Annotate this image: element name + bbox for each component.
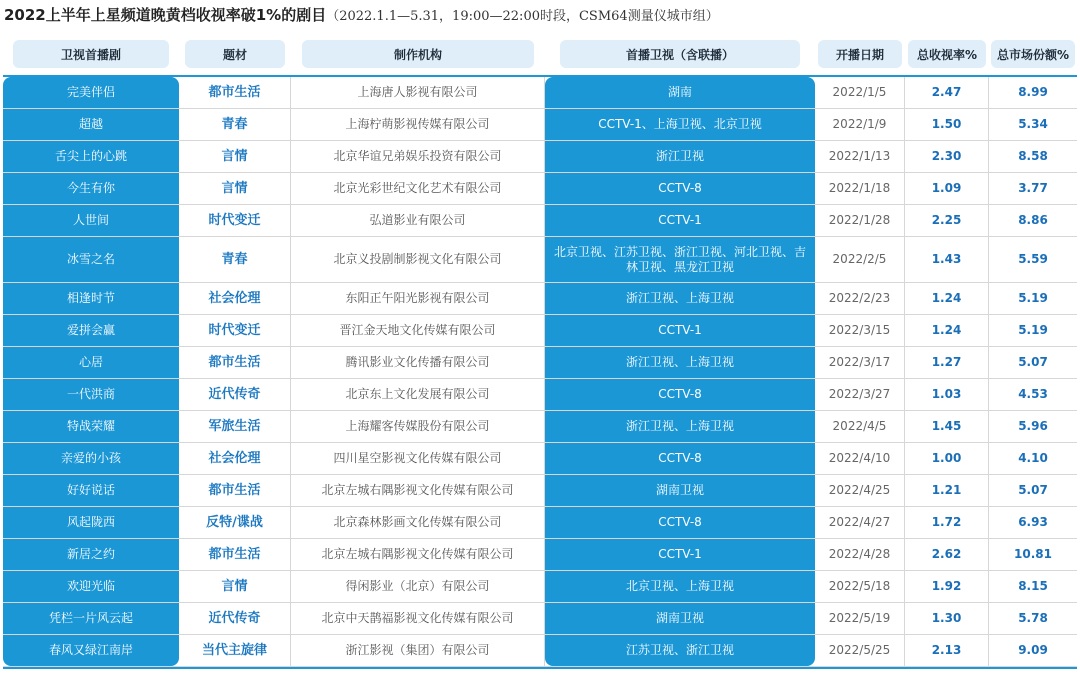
header-cell-rating	[905, 33, 989, 75]
title-text: 2022上半年上星频道晚黄档收视率破1%的剧目	[4, 6, 327, 24]
channels-cell: CCTV-8	[545, 379, 815, 410]
table-row	[3, 77, 1077, 109]
share-cell: 10.81	[1014, 547, 1052, 561]
table-row	[3, 283, 1077, 315]
drama-name-cell: 舌尖上的心跳	[3, 141, 179, 172]
theme-cell: 青春	[179, 109, 291, 140]
producer-cell: 北京东上文化发展有限公司	[291, 379, 545, 410]
date-cell: 2022/1/13	[815, 141, 905, 172]
title-subtitle: （2022.1.1—5.31，19:00—22:00时段，CSM64测量仪城市组）	[326, 9, 719, 24]
channels-cell: 北京卫视、上海卫视	[545, 571, 815, 602]
channels-cell: CCTV-8	[545, 173, 815, 204]
date-cell: 2022/3/17	[815, 347, 905, 378]
date-cell: 2022/1/5	[815, 77, 905, 108]
producer-cell: 北京光彩世纪文化艺术有限公司	[291, 173, 545, 204]
table-row	[3, 571, 1077, 603]
share-cell: 5.07	[1018, 483, 1048, 497]
drama-name-cell: 特战荣耀	[3, 411, 179, 442]
theme-cell: 时代变迁	[179, 315, 291, 346]
channels-cell: 江苏卫视、浙江卫视	[545, 635, 815, 666]
channels-cell: 湖南	[545, 77, 815, 108]
ratings-table	[3, 33, 1077, 669]
rating-cell: 1.50	[905, 109, 989, 140]
drama-name-cell: 风起陇西	[3, 507, 179, 538]
channels-cell: 湖南卫视	[545, 475, 815, 506]
drama-name-cell: 一代洪商	[3, 379, 179, 410]
table-row	[3, 411, 1077, 443]
rating-cell: 1.21	[905, 475, 989, 506]
rating-cell: 1.24	[905, 315, 989, 346]
theme-cell: 青春	[179, 237, 291, 282]
rating-cell: 2.25	[905, 205, 989, 236]
header-label-producer: 制作机构	[302, 40, 534, 68]
share-cell: 8.86	[1018, 213, 1048, 227]
drama-name-cell: 超越	[3, 109, 179, 140]
drama-name-cell: 凭栏一片风云起	[3, 603, 179, 634]
header-cell-theme	[179, 33, 291, 75]
rating-cell: 1.24	[905, 283, 989, 314]
table-row	[3, 379, 1077, 411]
producer-cell: 北京森林影画文化传媒有限公司	[291, 507, 545, 538]
header-label-rating: 总收视率%	[908, 40, 986, 68]
header-label-drama: 卫视首播剧	[13, 40, 169, 68]
table-row	[3, 475, 1077, 507]
rating-cell: 1.09	[905, 173, 989, 204]
table-row	[3, 141, 1077, 173]
channels-cell: CCTV-1	[545, 315, 815, 346]
drama-name-cell: 爱拼会赢	[3, 315, 179, 346]
table-bottom-rule	[3, 667, 1077, 669]
table-row	[3, 443, 1077, 475]
rating-cell: 1.00	[905, 443, 989, 474]
share-cell: 5.19	[1018, 291, 1048, 305]
rating-cell: 1.03	[905, 379, 989, 410]
table-row	[3, 109, 1077, 141]
producer-cell: 晋江金天地文化传媒有限公司	[291, 315, 545, 346]
channels-cell: 北京卫视、江苏卫视、浙江卫视、河北卫视、吉林卫视、黑龙江卫视	[545, 237, 815, 282]
table-row	[3, 173, 1077, 205]
date-cell: 2022/2/23	[815, 283, 905, 314]
share-cell: 4.10	[1018, 451, 1048, 465]
date-cell: 2022/5/25	[815, 635, 905, 666]
drama-name-cell: 心居	[3, 347, 179, 378]
producer-cell: 腾讯影业文化传播有限公司	[291, 347, 545, 378]
share-cell: 5.34	[1018, 117, 1048, 131]
date-cell: 2022/5/19	[815, 603, 905, 634]
date-cell: 2022/3/27	[815, 379, 905, 410]
theme-cell: 军旅生活	[179, 411, 291, 442]
producer-cell: 东阳正午阳光影视有限公司	[291, 283, 545, 314]
drama-name-cell: 亲爱的小孩	[3, 443, 179, 474]
share-cell: 5.59	[1018, 252, 1048, 266]
channels-cell: CCTV-1	[545, 539, 815, 570]
page-title	[4, 4, 1076, 26]
rating-cell: 2.62	[905, 539, 989, 570]
table-row	[3, 315, 1077, 347]
date-cell: 2022/4/5	[815, 411, 905, 442]
table-row	[3, 635, 1077, 667]
date-cell: 2022/4/27	[815, 507, 905, 538]
share-cell: 5.96	[1018, 419, 1048, 433]
table-row	[3, 205, 1077, 237]
table-body	[3, 77, 1077, 667]
rating-cell: 1.92	[905, 571, 989, 602]
theme-cell: 言情	[179, 571, 291, 602]
rating-cell: 1.72	[905, 507, 989, 538]
header-label-date: 开播日期	[818, 40, 902, 68]
header-cell-share	[989, 33, 1077, 75]
theme-cell: 近代传奇	[179, 379, 291, 410]
rating-cell: 2.47	[905, 77, 989, 108]
share-cell: 8.99	[1018, 85, 1048, 99]
share-cell: 3.77	[1018, 181, 1048, 195]
theme-cell: 时代变迁	[179, 205, 291, 236]
channels-cell: CCTV-1	[545, 205, 815, 236]
date-cell: 2022/4/25	[815, 475, 905, 506]
header-cell-drama	[3, 33, 179, 75]
date-cell: 2022/5/18	[815, 571, 905, 602]
theme-cell: 反特/谍战	[179, 507, 291, 538]
theme-cell: 社会伦理	[179, 443, 291, 474]
share-cell: 8.58	[1018, 149, 1048, 163]
producer-cell: 北京左城右隅影视文化传媒有限公司	[291, 475, 545, 506]
share-cell: 9.09	[1018, 643, 1048, 657]
table-row	[3, 603, 1077, 635]
producer-cell: 北京义投剧制影视文化有限公司	[291, 237, 545, 282]
channels-cell: CCTV-1、上海卫视、北京卫视	[545, 109, 815, 140]
table-row	[3, 237, 1077, 283]
producer-cell: 北京中天鹊福影视文化传媒有限公司	[291, 603, 545, 634]
share-cell: 4.53	[1018, 387, 1048, 401]
header-label-theme: 题材	[185, 40, 285, 68]
drama-name-cell: 欢迎光临	[3, 571, 179, 602]
header-label-channels: 首播卫视（含联播）	[560, 40, 800, 68]
share-cell: 8.15	[1018, 579, 1048, 593]
date-cell: 2022/1/18	[815, 173, 905, 204]
rating-cell: 1.45	[905, 411, 989, 442]
producer-cell: 上海柠萌影视传媒有限公司	[291, 109, 545, 140]
drama-name-cell: 新居之约	[3, 539, 179, 570]
date-cell: 2022/4/28	[815, 539, 905, 570]
table-row	[3, 507, 1077, 539]
producer-cell: 北京左城右隅影视文化传媒有限公司	[291, 539, 545, 570]
rating-cell: 1.43	[905, 237, 989, 282]
channels-cell: CCTV-8	[545, 507, 815, 538]
drama-name-cell: 好好说话	[3, 475, 179, 506]
drama-name-cell: 人世间	[3, 205, 179, 236]
date-cell: 2022/2/5	[815, 237, 905, 282]
date-cell: 2022/1/28	[815, 205, 905, 236]
rating-cell: 2.30	[905, 141, 989, 172]
drama-name-cell: 春风又绿江南岸	[3, 635, 179, 666]
theme-cell: 言情	[179, 173, 291, 204]
producer-cell: 上海唐人影视有限公司	[291, 77, 545, 108]
share-cell: 5.19	[1018, 323, 1048, 337]
channels-cell: 湖南卫视	[545, 603, 815, 634]
theme-cell: 都市生活	[179, 77, 291, 108]
producer-cell: 四川星空影视文化传媒有限公司	[291, 443, 545, 474]
drama-name-cell: 今生有你	[3, 173, 179, 204]
channels-cell: 浙江卫视、上海卫视	[545, 411, 815, 442]
table-row	[3, 347, 1077, 379]
producer-cell: 上海耀客传媒股份有限公司	[291, 411, 545, 442]
theme-cell: 近代传奇	[179, 603, 291, 634]
drama-name-cell: 冰雪之名	[3, 237, 179, 282]
share-cell: 5.07	[1018, 355, 1048, 369]
channels-cell: 浙江卫视、上海卫视	[545, 347, 815, 378]
table-header	[3, 33, 1077, 77]
share-cell: 6.93	[1018, 515, 1048, 529]
share-cell: 5.78	[1018, 611, 1048, 625]
header-cell-producer	[291, 33, 545, 75]
header-label-share: 总市场份额%	[991, 40, 1075, 68]
rating-cell: 1.30	[905, 603, 989, 634]
theme-cell: 当代主旋律	[179, 635, 291, 666]
rating-cell: 2.13	[905, 635, 989, 666]
table-row	[3, 539, 1077, 571]
date-cell: 2022/4/10	[815, 443, 905, 474]
producer-cell: 浙江影视（集团）有限公司	[291, 635, 545, 666]
date-cell: 2022/3/15	[815, 315, 905, 346]
theme-cell: 言情	[179, 141, 291, 172]
header-cell-channels	[545, 33, 815, 75]
producer-cell: 北京华谊兄弟娱乐投资有限公司	[291, 141, 545, 172]
drama-name-cell: 相逢时节	[3, 283, 179, 314]
drama-name-cell: 完美伴侣	[3, 77, 179, 108]
channels-cell: 浙江卫视、上海卫视	[545, 283, 815, 314]
theme-cell: 都市生活	[179, 475, 291, 506]
channels-cell: CCTV-8	[545, 443, 815, 474]
theme-cell: 都市生活	[179, 347, 291, 378]
header-cell-date	[815, 33, 905, 75]
date-cell: 2022/1/9	[815, 109, 905, 140]
producer-cell: 弘道影业有限公司	[291, 205, 545, 236]
rating-cell: 1.27	[905, 347, 989, 378]
channels-cell: 浙江卫视	[545, 141, 815, 172]
theme-cell: 社会伦理	[179, 283, 291, 314]
theme-cell: 都市生活	[179, 539, 291, 570]
producer-cell: 得闲影业（北京）有限公司	[291, 571, 545, 602]
